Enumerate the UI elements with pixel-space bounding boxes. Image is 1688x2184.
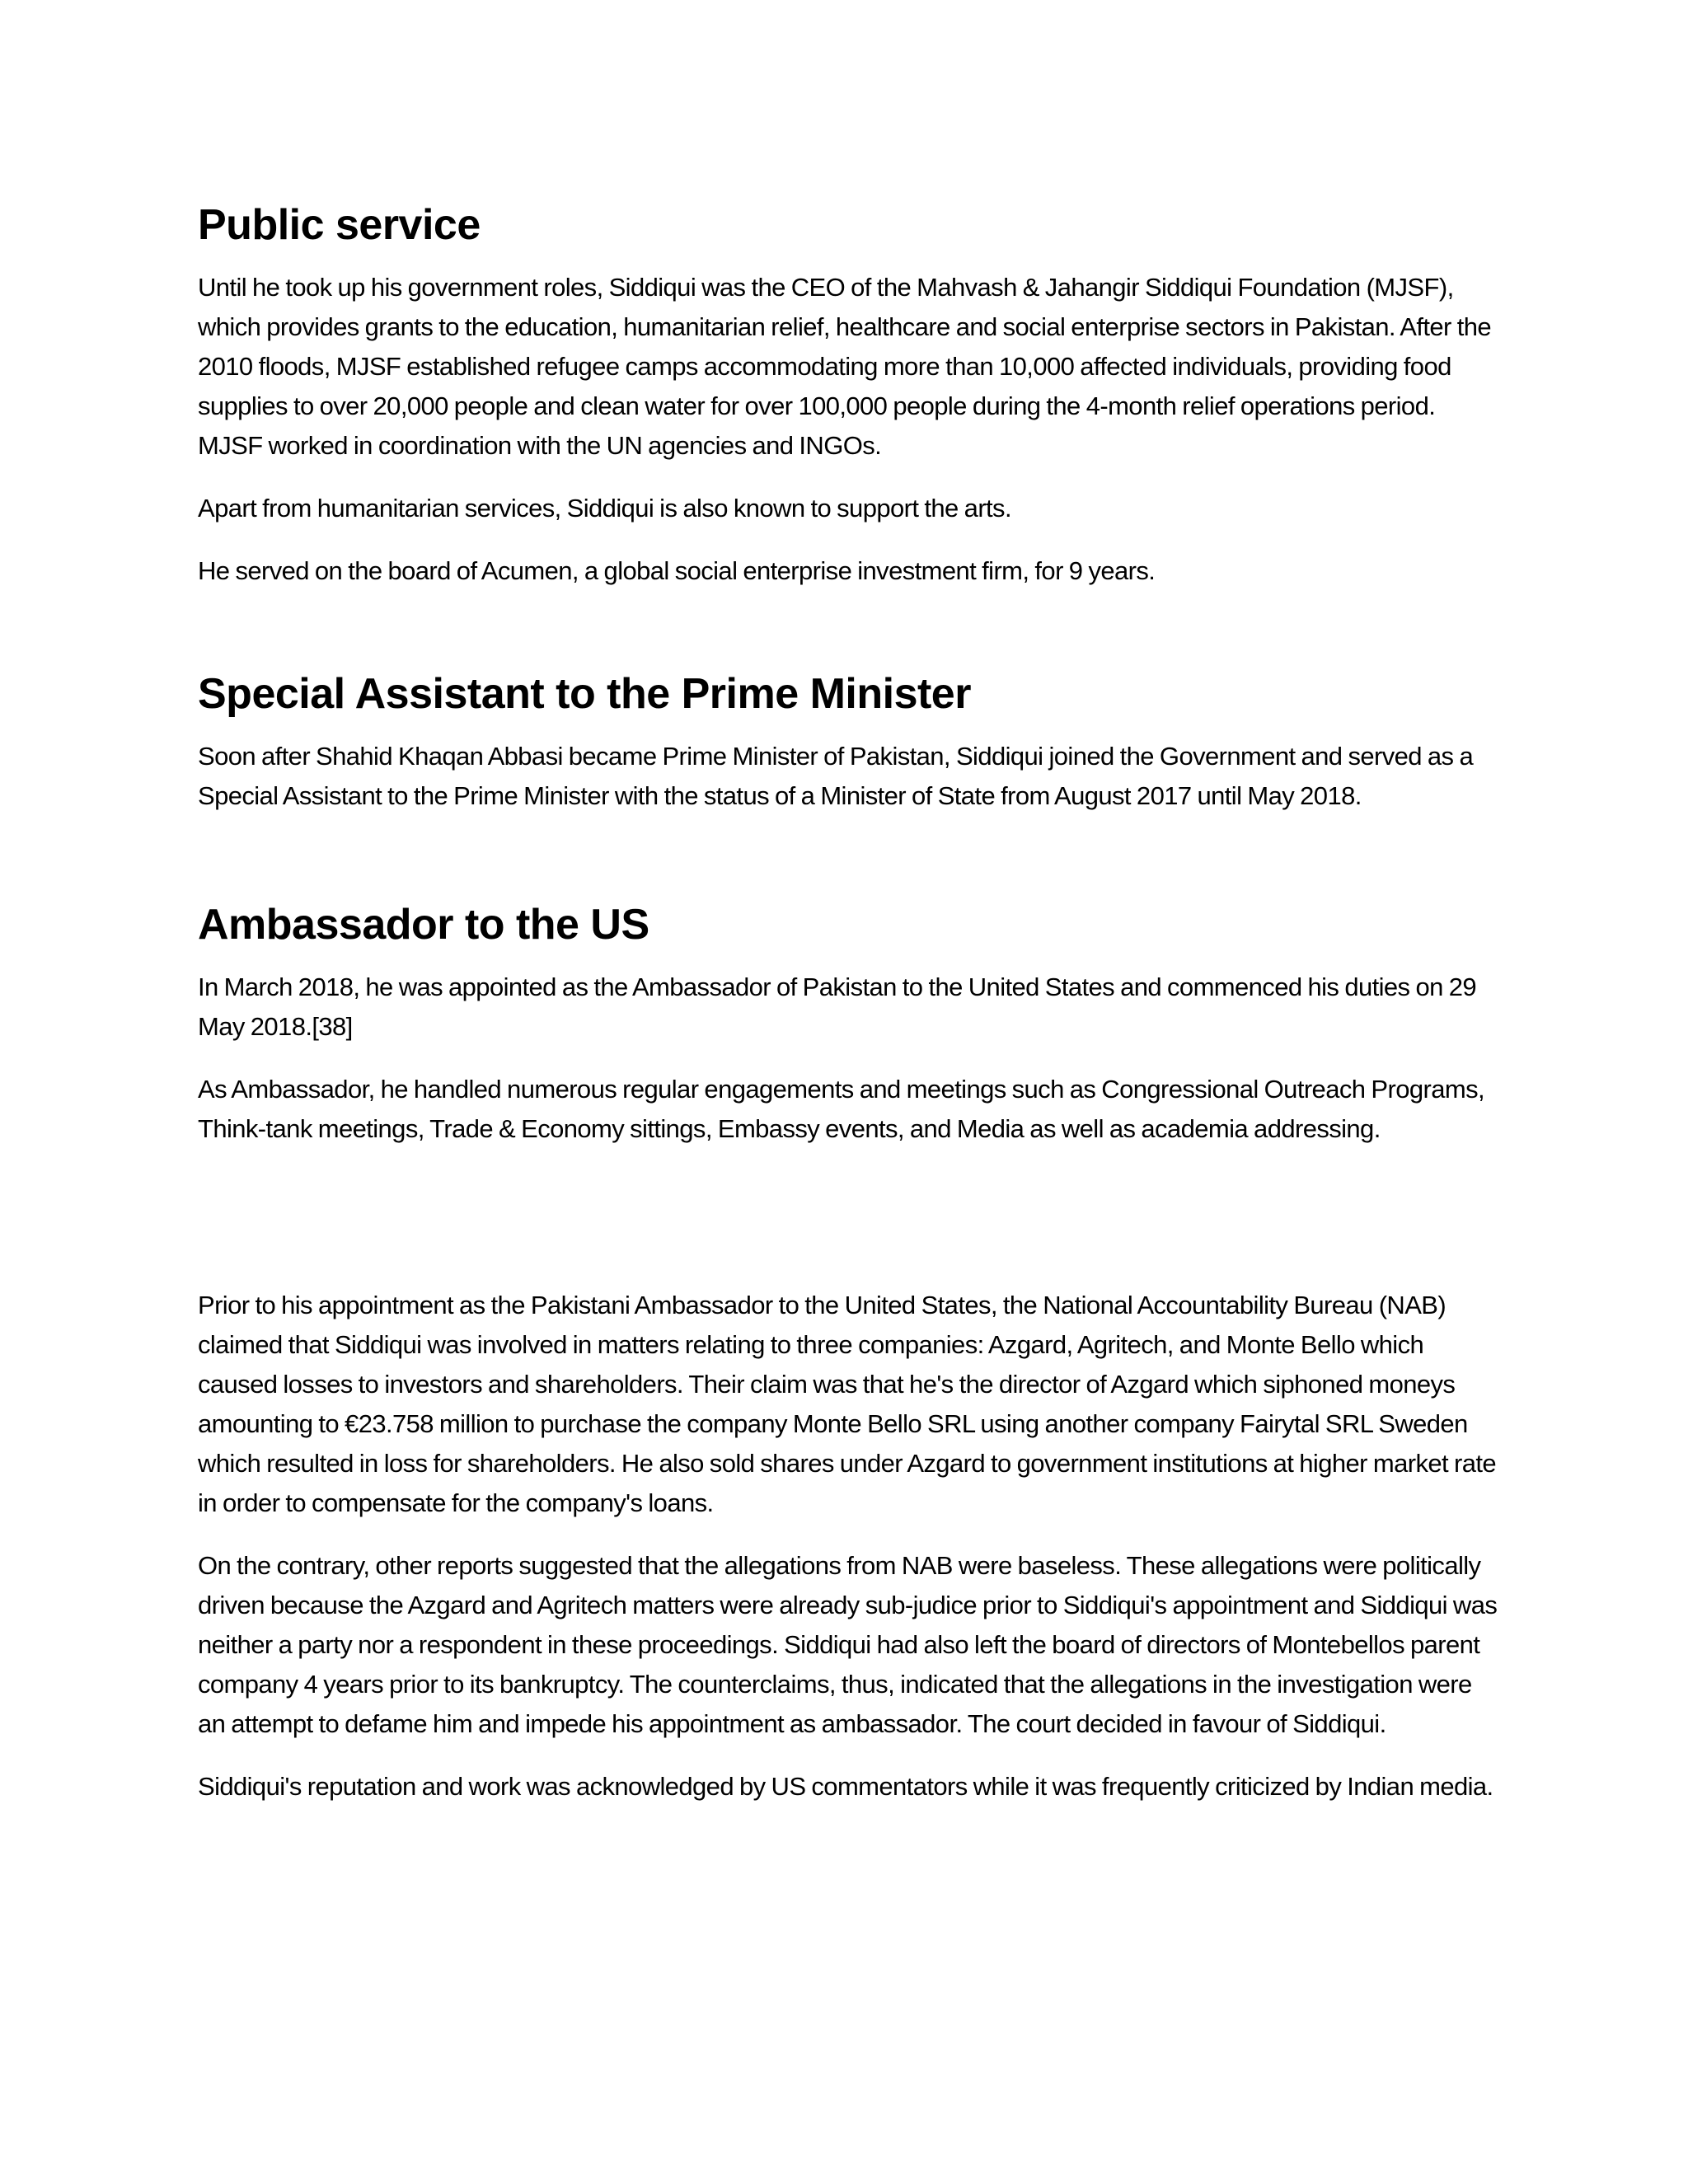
paragraph: He served on the board of Acumen, a global social enterprise investment firm, for 9 years. xyxy=(198,556,1156,585)
section-heading: Special Assistant to the Prime Minister xyxy=(198,670,971,718)
section-special-assistant xyxy=(198,669,1500,839)
paragraph: As Ambassador, he handled numerous regular engagements and meetings such as Congressional Outreach Programs, Think-tank meetings, Trade & Economy sittings, Embassy events, and Media as well as academia addressing. xyxy=(198,1075,1484,1143)
paragraph: Until he took up his government roles, Siddiqui was the CEO of the Mahvash & Jahangir Siddiqui Foundation (MJSF), which provides grants to the education, humanitarian relief, healthcare and social enterprise sectors in Pakistan. After the 2010 floods, MJSF established refugee camps accommodating more than 10,000 affected individuals, providing food supplies to over 20,000 people and clean water for over 100,000 people during the 4-month relief operations period. MJSF worked in coordination with the UN agencies and INGOs. xyxy=(198,273,1492,460)
paragraph: On the contrary, other reports suggested that the allegations from NAB were baseless. These allegations were politically driven because the Azgard and Agritech matters were already sub-judice prior to Siddiqui's appointment and Siddiqui was neither a party nor a respondent in these proceedings. Siddiqui had also left the board of directors of Montebellos parent company 4 years prior to its bankruptcy. The counterclaims, thus, indicated that the allegations in the investigation were an attempt to defame him and impede his appointment as ambassador. The court decided in favour of Siddiqui. xyxy=(198,1551,1498,1738)
section-heading: Public service xyxy=(198,201,481,249)
paragraph: Siddiqui's reputation and work was acknowledged by US commentators while it was frequently criticized by Indian media. xyxy=(198,1772,1493,1801)
paragraph: Prior to his appointment as the Pakistani Ambassador to the United States, the National Accountability Bureau (NAB) claimed that Siddiqui was involved in matters relating to three companies: Azgard, Agritech, and Monte Bello which caused losses to investors and shareholders. Their claim was that he's the director of Azgard which siphoned moneys amounting to €23.758 million to purchase the company Monte Bello SRL using another company Fairytal SRL Sweden which resulted in loss for shareholders. He also sold shares under Azgard to government institutions at higher market rate in order to compensate for the company's loans. xyxy=(198,1291,1497,1517)
paragraph: In March 2018, he was appointed as the Ambassador of Pakistan to the United States and commenced his duties on 29 May 2018.[38] xyxy=(198,972,1477,1041)
section-nab-allegations xyxy=(198,1286,1500,1830)
paragraph: Soon after Shahid Khaqan Abbasi became Prime Minister of Pakistan, Siddiqui joined the Government and served as a Special Assistant to the Prime Minister with the status of a Minister of State from August 2017 until May 2018. xyxy=(198,742,1474,810)
section-public-service xyxy=(198,200,1500,614)
section-ambassador xyxy=(198,900,1500,1172)
paragraph: Apart from humanitarian services, Siddiqui is also known to support the arts. xyxy=(198,494,1011,523)
section-heading: Ambassador to the US xyxy=(198,901,649,949)
